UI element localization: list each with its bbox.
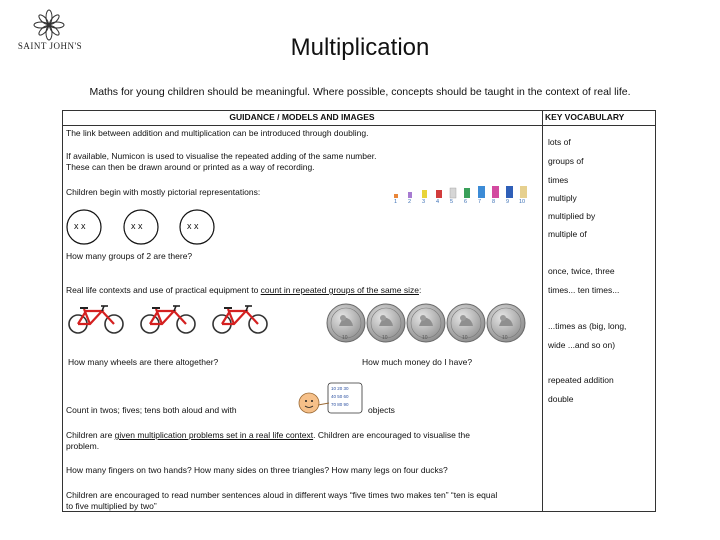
vocab-item: times <box>548 175 569 185</box>
counting-card-line: 40 50 60 <box>331 394 349 399</box>
pictorial-text: Children begin with mostly pictorial representations: <box>66 187 261 197</box>
vocab-item: ...times as (big, long, <box>548 321 627 331</box>
numicon-label: 7 <box>478 199 482 205</box>
vocab-item: double <box>548 394 574 404</box>
numicon-label: 1 <box>394 199 398 205</box>
counting-card-line: 70 80 90 <box>331 402 349 407</box>
questions-text: How many fingers on two hands? How many sides on three triangles? How many legs on four ducks? <box>66 465 448 475</box>
sentences-text-2: to five multiplied by two” <box>66 501 157 511</box>
numicon-label: 4 <box>436 199 440 205</box>
numicon-strip <box>392 186 534 208</box>
column-divider <box>542 110 543 512</box>
vocab-item: wide ...and so on) <box>548 340 616 350</box>
coin-value: 10 <box>502 335 508 341</box>
vocab-item: lots of <box>548 137 571 147</box>
coin-value: 10 <box>462 335 468 341</box>
circle-marks: x x <box>187 221 199 231</box>
vocab-item: multiple of <box>548 229 587 239</box>
problems-text-start: Children are <box>66 430 115 440</box>
vocab-item: multiplied by <box>548 211 596 221</box>
guidance-column-heading: GUIDANCE / MODELS AND IMAGES <box>229 112 375 122</box>
coin-value: 10 <box>342 335 348 341</box>
numicon-label: 8 <box>492 199 496 205</box>
problems-text-end: . Children are encouraged to visualise the <box>313 430 470 440</box>
coins-image <box>326 302 526 344</box>
circle-marks: x x <box>131 221 143 231</box>
sentences-text-1: Children are encouraged to read number sentences aloud in different ways “five times two makes ten” “ten is equal <box>66 490 498 500</box>
doubling-text: The link between addition and multiplication can be introduced through doubling. <box>66 128 369 138</box>
problems-text-underlined: given multiplication problems set in a real life context <box>114 430 314 440</box>
numicon-label: 2 <box>408 199 412 205</box>
grouping-circles <box>66 208 216 246</box>
problems-text-2: problem. <box>66 441 100 451</box>
numicon-label: 5 <box>450 199 454 205</box>
coin-value: 10 <box>422 335 428 341</box>
counting-card-line: 10 20 30 <box>331 386 349 391</box>
bicycle-icon <box>68 302 274 336</box>
count-text-start: Count in twos; fives; tens both aloud and with <box>66 405 237 415</box>
vocab-item: once, twice, three <box>548 266 615 276</box>
groups-question: How many groups of 2 are there? <box>66 251 193 261</box>
numicon-label: 3 <box>422 199 426 205</box>
vocab-item: repeated addition <box>548 375 614 385</box>
counting-card-image <box>298 381 368 417</box>
wheels-question: How many wheels are there altogether? <box>68 357 219 367</box>
vocab-item: times... ten times... <box>548 285 620 295</box>
bicycles-image <box>68 302 274 336</box>
contexts-text-underlined: count in repeated groups of the same size <box>260 285 419 295</box>
page-subtitle: Maths for young children should be meaningful. Where possible, concepts should be taught in the context of real life. <box>89 86 631 98</box>
numicon-label: 9 <box>506 199 510 205</box>
circle-marks: x x <box>74 221 86 231</box>
contexts-text-start: Real life contexts and use of practical equipment to <box>66 285 261 295</box>
vocabulary-column-heading: KEY VOCABULARY <box>545 112 625 122</box>
numicon-label: 6 <box>464 199 468 205</box>
problems-text <box>66 430 536 440</box>
numicon-text-2: These can then be drawn around or printed as a way of recording. <box>66 162 315 172</box>
numicon-text-1: If available, Numicon is used to visualise the repeated adding of the same number. <box>66 151 377 161</box>
vocab-item: multiply <box>548 193 577 203</box>
header-divider <box>62 125 656 126</box>
money-question: How much money do I have? <box>362 357 473 367</box>
numicon-label: 10 <box>519 199 526 205</box>
vocab-item: groups of <box>548 156 584 166</box>
page-title: Multiplication <box>290 34 430 61</box>
logo-text: SAINT JOHN'S <box>17 41 83 51</box>
contexts-text <box>66 285 536 295</box>
coin-value: 10 <box>382 335 388 341</box>
contexts-text-end: : <box>418 285 422 295</box>
count-text-end: objects <box>368 405 395 415</box>
